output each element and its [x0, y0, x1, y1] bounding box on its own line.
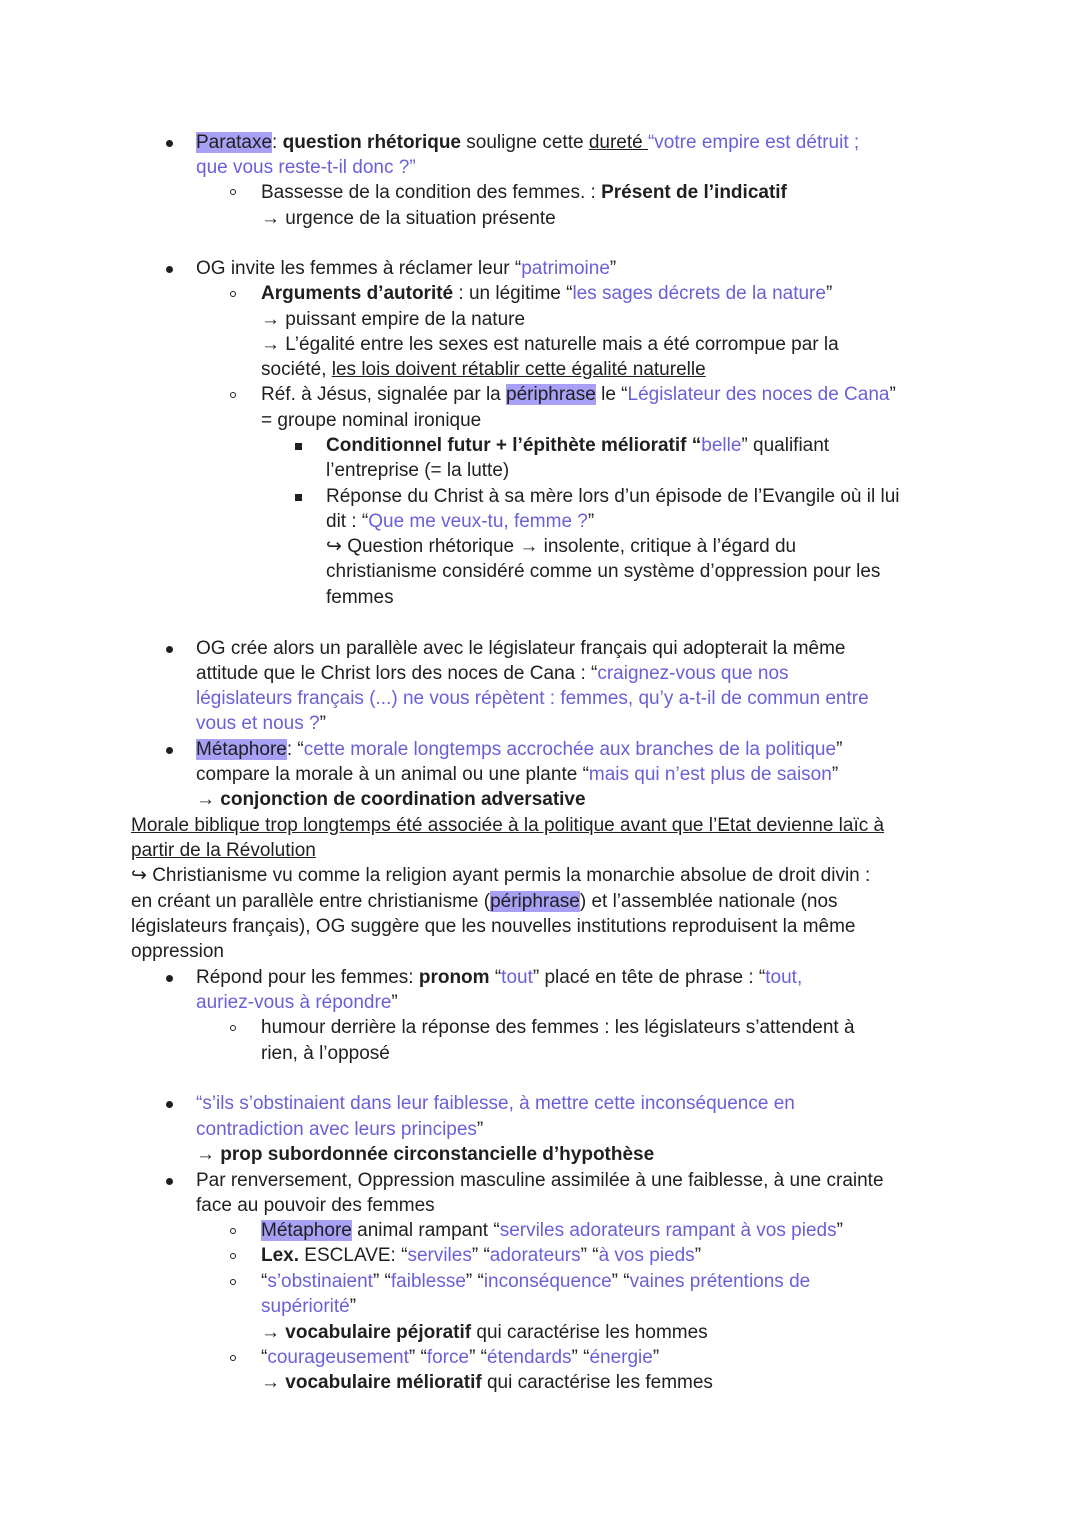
- paragraph-line: → L’égalité entre les sexes est naturelle mais a été corrompue par la: [261, 334, 839, 355]
- paragraph-line: = groupe nominal ironique: [261, 410, 482, 431]
- paragraph-line: christianisme considéré comme un système d’oppression pour les: [326, 561, 881, 582]
- paragraph-line: → vocabulaire mélioratif qui caractérise les femmes: [261, 1372, 713, 1393]
- sub-bullet: [230, 1025, 236, 1031]
- paragraph-line: Arguments d’autorité : un légitime “les sages décrets de la nature”: [261, 283, 833, 304]
- bullet: [166, 975, 173, 982]
- paragraph-line: ↪ Question rhétorique → insolente, critique à l’égard du: [326, 536, 797, 557]
- paragraph-line: → puissant empire de la nature: [261, 309, 526, 330]
- paragraph-line: → urgence de la situation présente: [261, 208, 556, 229]
- paragraph-line: Par renversement, Oppression masculine assimilée à une faiblesse, à une crainte: [196, 1170, 884, 1191]
- sub-bullet: [230, 392, 236, 398]
- paragraph-line: ↪ Christianisme vu comme la religion ayant permis la monarchie absolue de droit divin :: [131, 865, 871, 886]
- bullet: [166, 646, 173, 653]
- paragraph-line: législateurs français), OG suggère que les nouvelles institutions reproduisent la même: [131, 916, 856, 937]
- paragraph-line: attitude que le Christ lors des noces de Cana : “craignez-vous que nos: [196, 663, 789, 684]
- paragraph-line: l’entreprise (= la lutte): [326, 460, 510, 481]
- paragraph-line: “courageusement” “force” “étendards” “énergie”: [261, 1347, 660, 1368]
- paragraph-line: “s’obstinaient” “faiblesse” “inconséquence” “vaines prétentions de: [261, 1271, 811, 1292]
- paragraph-line: OG invite les femmes à réclamer leur “patrimoine”: [196, 258, 617, 279]
- bullet: [166, 266, 173, 273]
- paragraph-line: rien, à l’opposé: [261, 1043, 390, 1064]
- quotation: législateurs français (...) ne vous répètent : femmes, qu’y a-t-il de commun entre: [196, 688, 869, 709]
- quotation: “votre empire est détruit ;: [647, 132, 860, 153]
- bullet: [166, 140, 173, 147]
- sub-bullet: [230, 189, 236, 195]
- paragraph-line: compare la morale à un animal ou une plante “mais qui n’est plus de saison”: [196, 764, 839, 785]
- sub-bullet: [230, 1253, 236, 1259]
- paragraph-line: → conjonction de coordination adversative: [196, 789, 586, 810]
- paragraph-line: Réponse du Christ à sa mère lors d’un épisode de l’Evangile où il lui: [326, 486, 900, 507]
- paragraph-line: → vocabulaire péjoratif qui caractérise les hommes: [261, 1322, 708, 1343]
- quotation: que vous reste-t-il donc ?”: [196, 157, 416, 178]
- underlined-statement: Morale biblique trop longtemps été associée à la politique avant que l’Etat devienne laïc à: [131, 815, 885, 836]
- sub-bullet: [230, 1228, 236, 1234]
- paragraph-line: dit : “Que me veux-tu, femme ?”: [326, 511, 595, 532]
- quotation: “s’ils s’obstinaient dans leur faiblesse, à mettre cette inconséquence en: [196, 1093, 795, 1114]
- bullet: [166, 1101, 173, 1108]
- paragraph-line: contradiction avec leurs principes”: [196, 1119, 484, 1140]
- bullet: [166, 1178, 173, 1185]
- paragraph-line: Parataxe: question rhétorique souligne cette dureté “votre empire est détruit ;: [196, 132, 860, 153]
- paragraph-line: vous et nous ?”: [196, 713, 326, 734]
- sub-bullet: [230, 1279, 236, 1285]
- paragraph-line: Réf. à Jésus, signalée par la périphrase le “Législateur des noces de Cana”: [261, 384, 896, 405]
- paragraph-line: auriez-vous à répondre”: [196, 992, 398, 1013]
- paragraph-line: supériorité”: [261, 1296, 357, 1317]
- paragraph-line: face au pouvoir des femmes: [196, 1195, 435, 1216]
- paragraph-line: Répond pour les femmes: pronom “tout” placé en tête de phrase : “tout,: [196, 967, 803, 988]
- paragraph-line: Conditionnel futur + l’épithète mélioratif “belle” qualifiant: [326, 435, 830, 456]
- sub-bullet: [230, 1355, 236, 1361]
- paragraph-line: Bassesse de la condition des femmes. : Présent de l’indicatif: [261, 182, 787, 203]
- paragraph-line: OG crée alors un parallèle avec le législateur français qui adopterait la même: [196, 638, 846, 659]
- bullet: [166, 747, 173, 754]
- square-bullet: [295, 494, 302, 501]
- highlight-term: Parataxe: [196, 132, 273, 153]
- paragraph-line: société, les lois doivent rétablir cette égalité naturelle: [261, 359, 706, 380]
- paragraph-line: → prop subordonnée circonstancielle d’hypothèse: [196, 1144, 655, 1165]
- paragraph-line: femmes: [326, 587, 394, 608]
- paragraph-line: Métaphore animal rampant “serviles adorateurs rampant à vos pieds”: [261, 1220, 843, 1241]
- paragraph-line: humour derrière la réponse des femmes : les législateurs s’attendent à: [261, 1017, 855, 1038]
- square-bullet: [295, 443, 302, 450]
- underlined-statement: partir de la Révolution: [131, 840, 316, 861]
- paragraph-line: Lex. ESCLAVE: “serviles” “adorateurs” “à vos pieds”: [261, 1245, 702, 1266]
- paragraph-line: Métaphore: “cette morale longtemps accrochée aux branches de la politique”: [196, 739, 843, 760]
- paragraph-line: oppression: [131, 941, 224, 962]
- sub-bullet: [230, 291, 236, 297]
- paragraph-line: en créant un parallèle entre christianisme (périphrase) et l’assemblée nationale (nos: [131, 891, 838, 912]
